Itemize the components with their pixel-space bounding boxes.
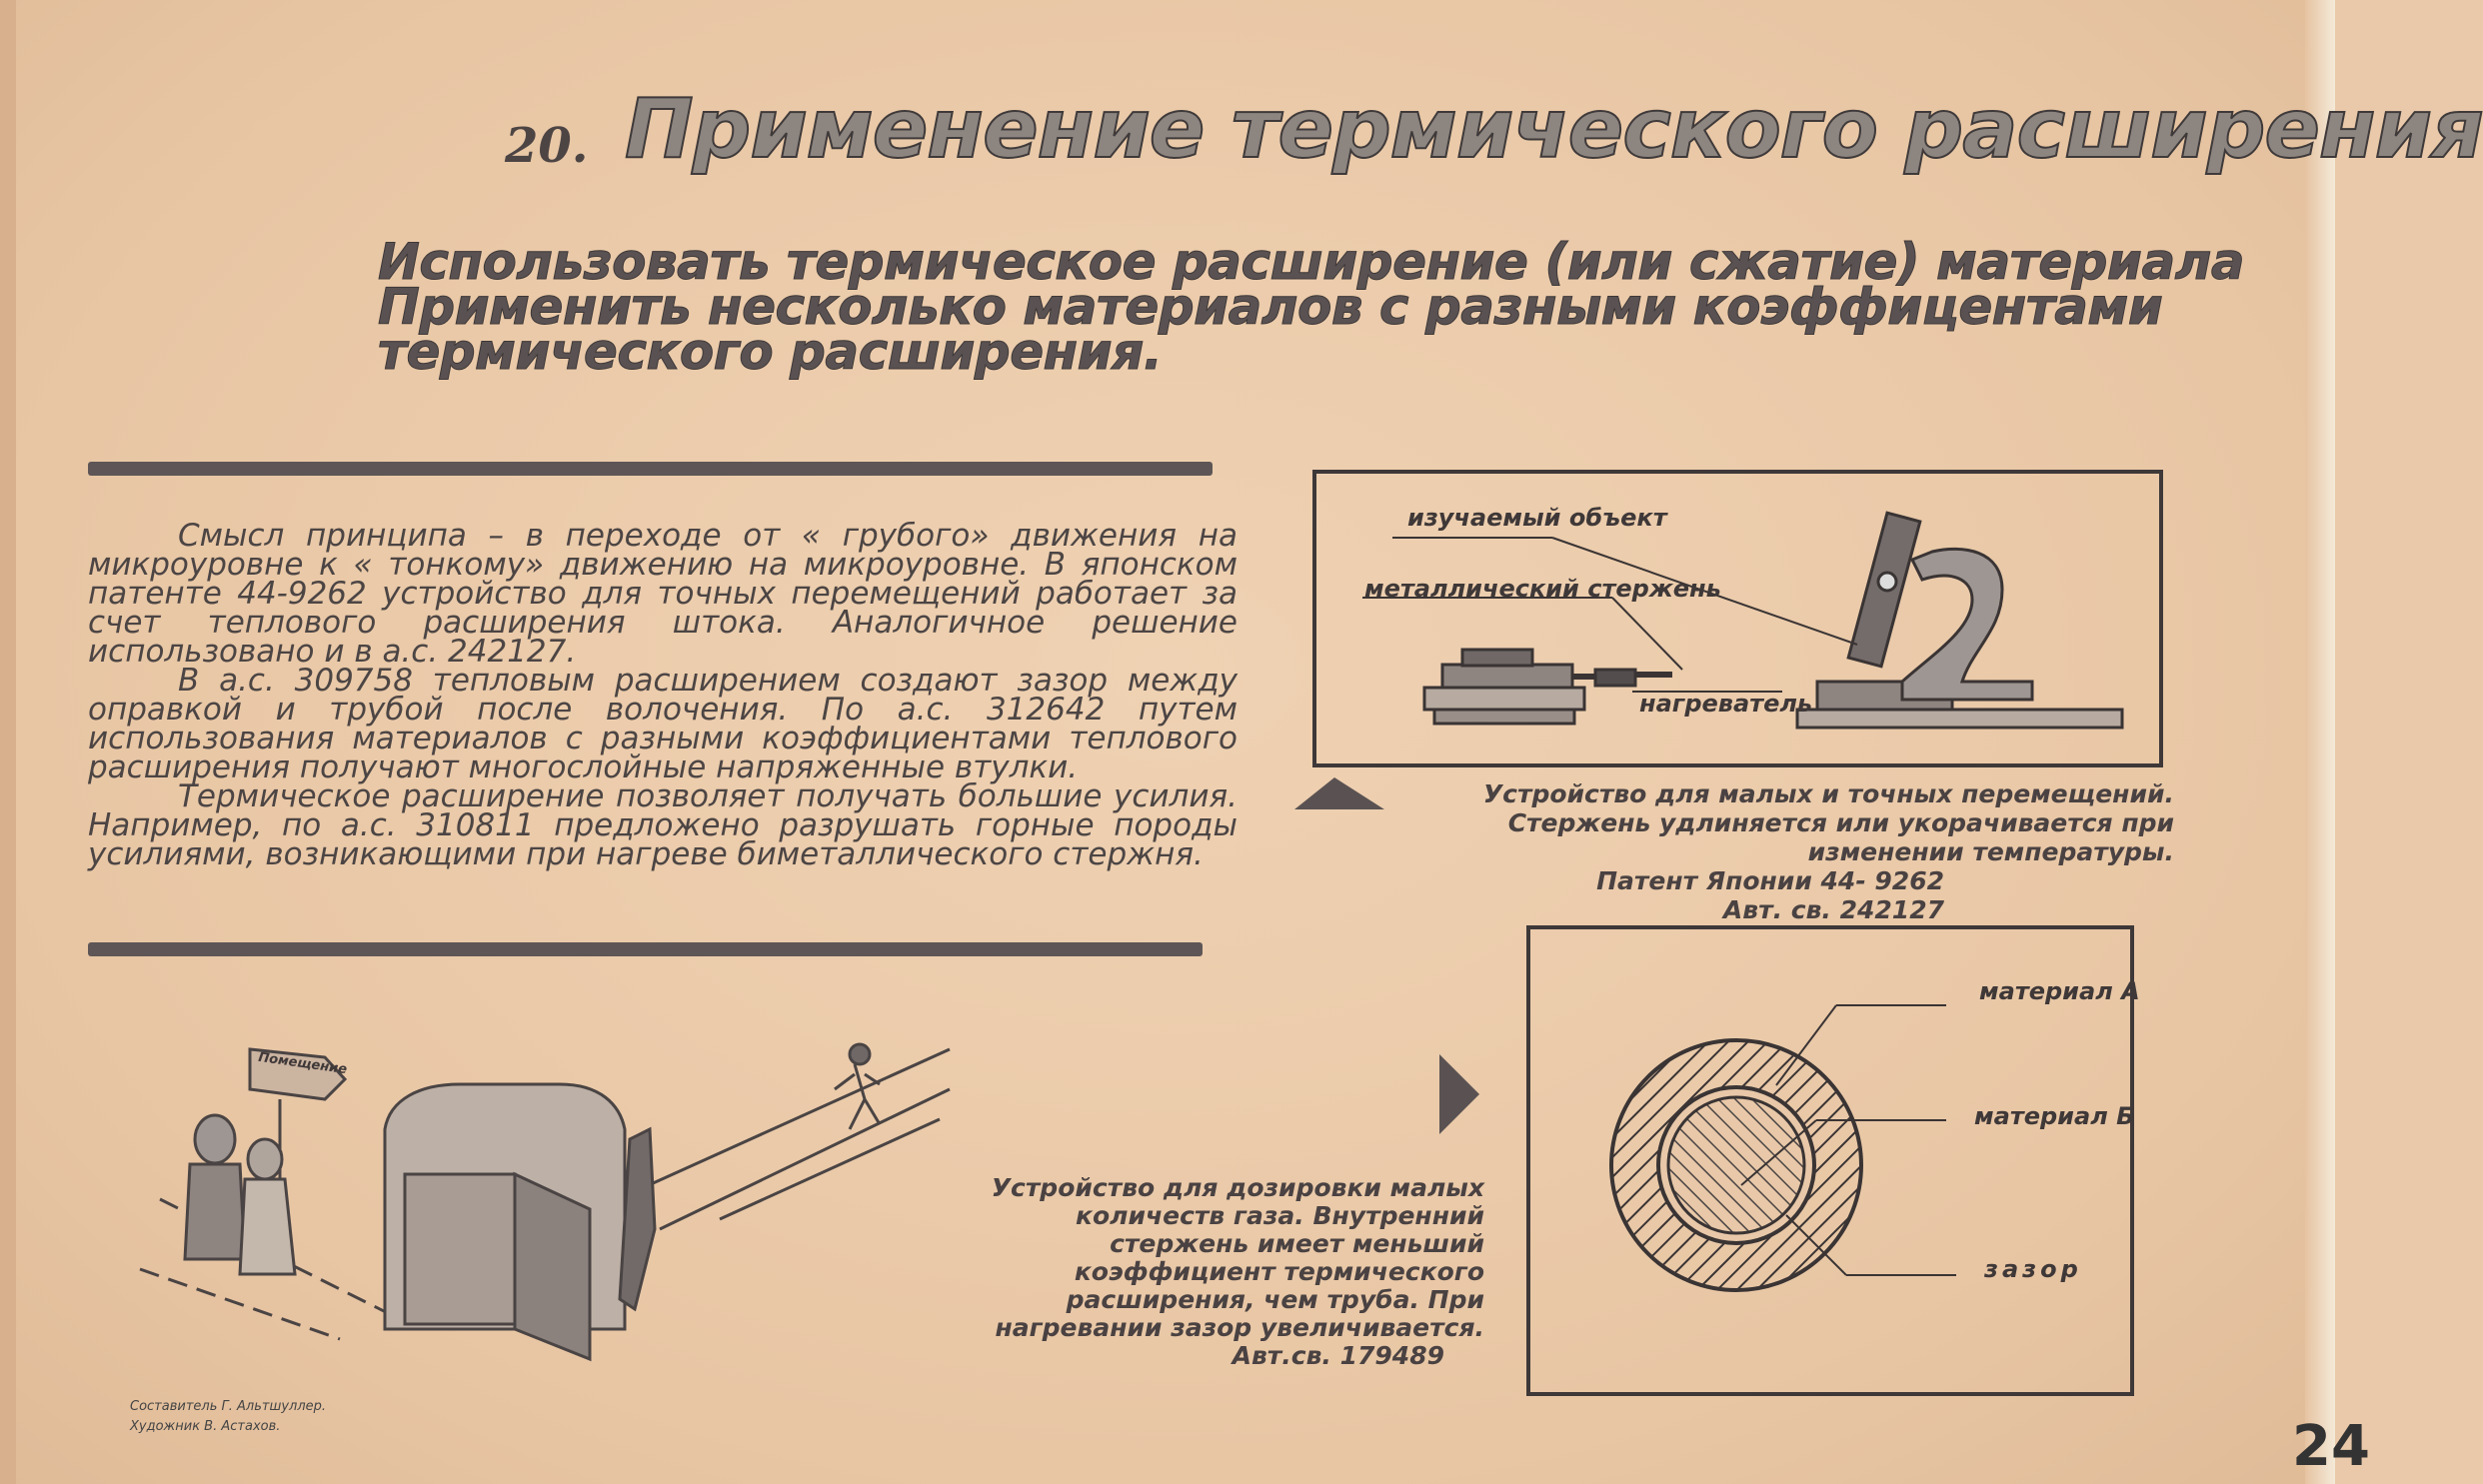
- body-paragraph-2: В а.с. 309758 тепловым расширением создают зазор между оправкой и трубой после волочения. По а.с. 312642 путем использования материалов с разными коэффициентами теплового расширения получают многослойные напряженные втулки.: [88, 663, 1238, 785]
- figure-2-ref: Авт.св. 179489: [1232, 1341, 1444, 1370]
- cartoon-illustration: [120, 1029, 970, 1389]
- credits-author: Составитель Г. Альтшуллер.: [130, 1399, 327, 1414]
- label-heater: нагреватель: [1639, 690, 1813, 718]
- up-arrow-icon: [1284, 769, 1394, 819]
- lead-line-2: Применить несколько материалов с разными коэффицентами: [378, 278, 2163, 336]
- right-arrow-icon: [1434, 1049, 1484, 1139]
- figure-1-ref-patent: Патент Японии 44- 9262: [1596, 866, 1944, 895]
- section-number: 20.: [505, 118, 589, 174]
- lead-line-3: термического расширения.: [378, 323, 1163, 381]
- figure-1-caption: [1394, 779, 2174, 924]
- page-edge-left: [0, 0, 16, 1484]
- figure-2-caption-text: Устройство для дозировки малых количеств газа. Внутренний стержень имеет меньший коэффициент термического расширения, чем труба. При нагревании зазор увеличивается.: [991, 1173, 1484, 1342]
- top-rule: [88, 462, 1213, 476]
- cartoon-sign-label: Помещение: [257, 1049, 348, 1078]
- lead-text: [378, 233, 2245, 381]
- figure-2-caption: [945, 1174, 1484, 1370]
- label-material-b: материал Б: [1974, 1102, 2135, 1130]
- page-edge-right: [2305, 0, 2335, 1484]
- body-text: [88, 518, 1238, 872]
- label-material-a: материал А: [1979, 977, 2140, 1005]
- credits: [130, 1397, 326, 1437]
- page-title: Применение термического расширения: [625, 82, 2483, 177]
- body-paragraph-1: Смысл принципа – в переходе от « грубого» движения на микроуровне к « тонкому» движению на микроуровне. В японском патенте 44-9262 устройство для точных перемещений работает за счет теплового расширения штока. Аналогичное решение использовано и в а.с. 242127.: [88, 518, 1238, 670]
- figure-1-ref-cert: Авт. св. 242127: [1722, 895, 1944, 924]
- lead-line-1: Использовать термическое расширение (или сжатие) материала: [378, 233, 2245, 291]
- credits-artist: Художник В. Астахов.: [130, 1419, 281, 1434]
- bottom-rule: [88, 942, 1203, 956]
- page-number: 24: [2292, 1414, 2370, 1479]
- label-metal-rod: металлический стержень: [1364, 575, 1721, 603]
- figure-1-caption-text: Устройство для малых и точных перемещений. Стержень удлиняется или укорачивается при изменении температуры.: [1482, 779, 2174, 866]
- label-gap: зазор: [1984, 1255, 2082, 1283]
- label-studied-object: изучаемый объект: [1407, 504, 1667, 532]
- body-paragraph-3: Термическое расширение позволяет получать большие усилия. Например, по а.с. 310811 предложено разрушать горные породы усилиями, возникающими при нагреве биметаллического стержня.: [88, 778, 1238, 872]
